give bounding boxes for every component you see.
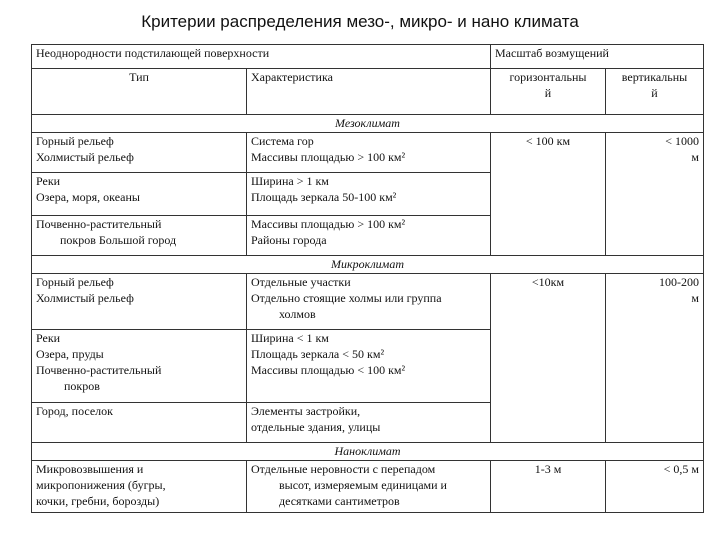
characteristic-header: Характеристика — [247, 69, 491, 115]
characteristic-cell: Отдельные неровности с перепадом высот, измеряемым единицами и десятками сантиметров — [247, 461, 491, 513]
subheader-row — [32, 69, 704, 115]
micro-horizontal-scale: <10км — [491, 274, 606, 443]
micro-vertical-scale: 100-200 м — [606, 274, 704, 443]
type-cell: Почвенно-растительный покров Большой город — [32, 216, 247, 256]
nano-horizontal-scale: 1-3 м — [491, 461, 606, 513]
characteristic-cell: Элементы застройки, отдельные здания, улицы — [247, 403, 491, 443]
characteristic-cell: Система гор Массивы площадью > 100 км² — [247, 133, 491, 173]
section-microclimate: Микроклимат — [32, 256, 704, 274]
table-row — [32, 274, 704, 330]
meso-vertical-scale: < 1000 м — [606, 133, 704, 256]
type-cell: Горный рельеф Холмистый рельеф — [32, 274, 247, 330]
criteria-table — [31, 44, 704, 513]
type-cell: Реки Озера, пруды Почвенно-растительный покров — [32, 330, 247, 403]
characteristic-cell: Ширина > 1 км Площадь зеркала 50-100 км² — [247, 173, 491, 216]
type-header: Тип — [32, 69, 247, 115]
horizontal-header: горизонтальны й — [491, 69, 606, 115]
type-cell: Микровозвышения и микропонижения (бугры, кочки, гребни, борозды) — [32, 461, 247, 513]
vertical-header: вертикальны й — [606, 69, 704, 115]
header-row — [32, 45, 704, 69]
section-nanoclimate: Наноклимат — [32, 443, 704, 461]
meso-horizontal-scale: < 100 км — [491, 133, 606, 256]
characteristic-cell: Отдельные участки Отдельно стоящие холмы или группа холмов — [247, 274, 491, 330]
scale-header: Масштаб возмущений — [491, 45, 704, 69]
characteristic-cell: Массивы площадью > 100 км² Районы города — [247, 216, 491, 256]
characteristic-cell: Ширина < 1 км Площадь зеркала < 50 км² Массивы площадью < 100 км² — [247, 330, 491, 403]
page-title: Критерии распределения мезо-, микро- и нано климата — [141, 12, 579, 31]
table-row — [32, 133, 704, 173]
inhomogeneity-header: Неоднородности подстилающей поверхности — [32, 45, 491, 69]
type-cell: Горный рельеф Холмистый рельеф — [32, 133, 247, 173]
section-mesoclimate: Мезоклимат — [32, 115, 704, 133]
type-cell: Реки Озера, моря, океаны — [32, 173, 247, 216]
nano-vertical-scale: < 0,5 м — [606, 461, 704, 513]
type-cell: Город, поселок — [32, 403, 247, 443]
table-row — [32, 461, 704, 513]
